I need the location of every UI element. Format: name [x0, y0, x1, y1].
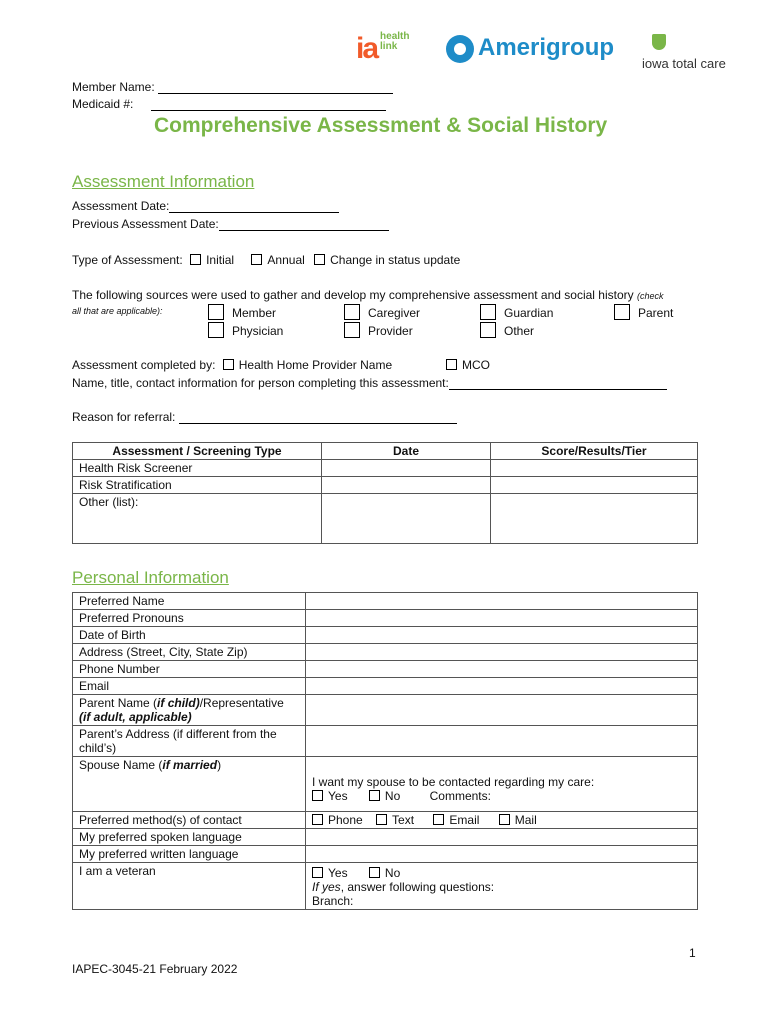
table-row: Risk Stratification	[73, 477, 698, 494]
assessment-date-field[interactable]	[169, 200, 339, 213]
caregiver-checkbox[interactable]	[344, 304, 360, 320]
source-physician: Physician	[208, 322, 283, 338]
contact-info-field[interactable]	[449, 377, 667, 390]
table-row: Date of Birth	[73, 627, 698, 644]
change-status-checkbox[interactable]	[314, 254, 325, 265]
shield-icon	[652, 34, 666, 50]
table-row: Other (list):	[73, 494, 698, 544]
other-checkbox[interactable]	[480, 322, 496, 338]
screening-table	[72, 442, 698, 544]
table-row: Spouse Name (if married) I want my spouse to be contacted regarding my care: Yes No Comments:	[73, 757, 698, 812]
assessment-date-row: Assessment Date:	[72, 199, 339, 213]
table-row: My preferred written language	[73, 846, 698, 863]
referral-field[interactable]	[179, 411, 457, 424]
table-row: Health Risk Screener	[73, 460, 698, 477]
member-name-row: Member Name:	[72, 80, 393, 94]
page-number: 1	[689, 946, 696, 960]
medicaid-row: Medicaid #:	[72, 97, 386, 111]
table-row: Parent Name (if child)/Representative (if adult, applicable)	[73, 695, 698, 726]
member-checkbox[interactable]	[208, 304, 224, 320]
member-name-field[interactable]	[158, 81, 393, 94]
col-header-type: Assessment / Screening Type	[73, 443, 322, 460]
type-of-assessment-row: Type of Assessment: Initial Annual Change in status update	[72, 253, 461, 267]
table-row: Address (Street, City, State Zip)	[73, 644, 698, 661]
contact-info-row: Name, title, contact information for person completing this assessment:	[72, 376, 667, 390]
provider-checkbox[interactable]	[344, 322, 360, 338]
parent-checkbox[interactable]	[614, 304, 630, 320]
table-row: Parent’s Address (if different from the child’s)	[73, 726, 698, 757]
mco-checkbox[interactable]	[446, 359, 457, 370]
table-row: Preferred method(s) of contact Phone Text Email Mail	[73, 812, 698, 829]
source-other: Other	[480, 322, 534, 338]
branch-label: Branch:	[312, 894, 354, 908]
table-row: My preferred spoken language	[73, 829, 698, 846]
mco-option: MCO	[446, 358, 490, 372]
referral-row: Reason for referral:	[72, 410, 457, 424]
completed-by-row: Assessment completed by: Health Home Provider Name	[72, 358, 393, 372]
source-caregiver: Caregiver	[344, 304, 420, 320]
footer-code: IAPEC-3045-21 February 2022	[72, 962, 238, 976]
physician-checkbox[interactable]	[208, 322, 224, 338]
text-checkbox[interactable]	[376, 814, 387, 825]
amerigroup-logo: Amerigroup	[446, 34, 614, 63]
amerigroup-gear-icon	[446, 35, 474, 63]
assessment-heading: Assessment Information	[72, 172, 255, 191]
table-row: Preferred Pronouns	[73, 610, 698, 627]
source-guardian: Guardian	[480, 304, 553, 320]
col-header-score: Score/Results/Tier	[491, 443, 698, 460]
page-title: Comprehensive Assessment & Social History	[154, 114, 608, 137]
table-row: Preferred Name	[73, 593, 698, 610]
veteran-yes-checkbox[interactable]	[312, 867, 323, 878]
iowa-total-care-logo: iowa total care	[642, 34, 726, 73]
sources-check-note: all that are applicable):	[72, 306, 163, 316]
initial-checkbox[interactable]	[190, 254, 201, 265]
spouse-contact-question: I want my spouse to be contacted regarding my care:	[312, 775, 595, 789]
table-row: Email	[73, 678, 698, 695]
source-parent: Parent	[614, 304, 673, 320]
comments-label: Comments:	[429, 789, 491, 803]
phone-checkbox[interactable]	[312, 814, 323, 825]
guardian-checkbox[interactable]	[480, 304, 496, 320]
spouse-yes-checkbox[interactable]	[312, 790, 323, 801]
table-row: Phone Number	[73, 661, 698, 678]
hh-provider-checkbox[interactable]	[223, 359, 234, 370]
table-row: I am a veteran Yes No If yes, answer following questions: Branch:	[73, 863, 698, 910]
source-provider: Provider	[344, 322, 413, 338]
spouse-no-checkbox[interactable]	[369, 790, 380, 801]
annual-checkbox[interactable]	[251, 254, 262, 265]
sources-text: The following sources were used to gather and develop my comprehensive assessment and social history (check	[72, 288, 664, 302]
email-checkbox[interactable]	[433, 814, 444, 825]
medicaid-field[interactable]	[151, 98, 386, 111]
col-header-date: Date	[322, 443, 491, 460]
prev-assessment-date-row: Previous Assessment Date:	[72, 217, 389, 231]
prev-assessment-date-field[interactable]	[219, 218, 389, 231]
ia-health-link-logo: ia health link	[356, 31, 410, 65]
personal-heading: Personal Information	[72, 568, 229, 587]
personal-table	[72, 592, 698, 910]
source-member: Member	[208, 304, 276, 320]
mail-checkbox[interactable]	[499, 814, 510, 825]
veteran-no-checkbox[interactable]	[369, 867, 380, 878]
